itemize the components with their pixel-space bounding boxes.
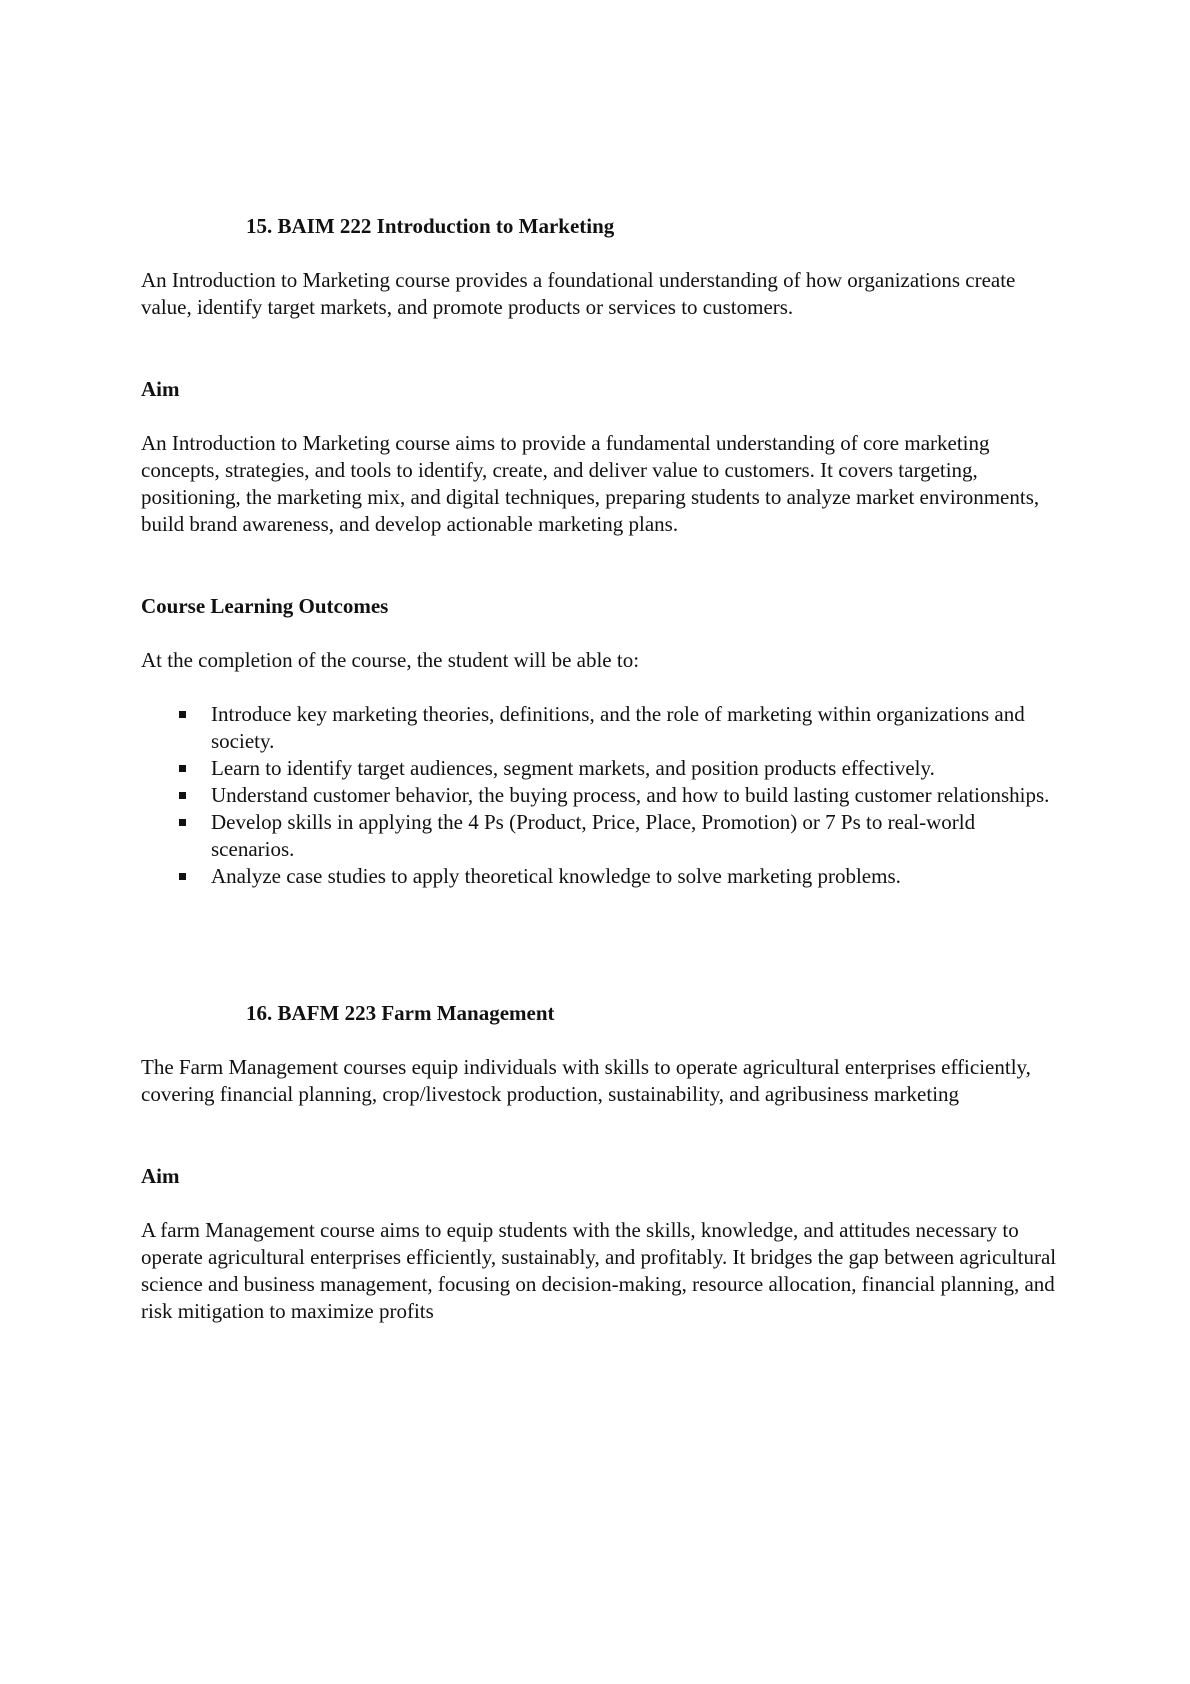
section-15-heading: 15. BAIM 222 Introduction to Marketing [246,214,615,238]
square-bullet-icon [179,792,186,799]
section-15-intro: An Introduction to Marketing course provides a foundational understanding of how organizations create value, identify target markets, and promote products or services to customers. [141,268,1016,319]
square-bullet-icon [179,873,186,880]
section-15-aim-text: An Introduction to Marketing course aims to provide a fundamental understanding of core marketing concepts, strategies, and tools to identify, create, and deliver value to customers. It covers targeting, positioning, the marketing mix, and digital techniques, preparing students to analyze market environments, build brand awareness, and develop actionable marketing plans. [141,431,1040,536]
list-item [141,755,1061,782]
list-item-text: Analyze case studies to apply theoretical knowledge to solve marketing problems. [211,864,901,888]
list-item [141,863,1061,890]
list-item [141,701,1061,755]
square-bullet-icon [179,819,186,826]
section-15-outcomes-intro: At the completion of the course, the student will be able to: [141,648,640,672]
list-item-text: Learn to identify target audiences, segment markets, and position products effectively. [211,756,935,780]
outcomes-list [141,701,1061,890]
list-item [141,809,1061,863]
section-16-intro: The Farm Management courses equip individuals with skills to operate agricultural enterprises efficiently, covering financial planning, crop/livestock production, sustainability, and agribusiness marketing [141,1055,1031,1106]
section-15-aim-label: Aim [141,377,180,401]
list-item [141,782,1061,809]
square-bullet-icon [179,711,186,718]
section-16-aim-label: Aim [141,1164,180,1188]
section-16-heading: 16. BAFM 223 Farm Management [246,1001,555,1025]
list-item-text: Develop skills in applying the 4 Ps (Product, Price, Place, Promotion) or 7 Ps to real-world scenarios. [211,810,976,861]
list-item-text: Understand customer behavior, the buying process, and how to build lasting customer relationships. [211,783,1050,807]
section-15-outcomes-label: Course Learning Outcomes [141,594,389,618]
list-item-text: Introduce key marketing theories, definitions, and the role of marketing within organizations and society. [211,702,1025,753]
square-bullet-icon [179,765,186,772]
section-16-aim-text: A farm Management course aims to equip students with the skills, knowledge, and attitudes necessary to operate agricultural enterprises efficiently, sustainably, and profitably. It bridges the gap between agricultural science and business management, focusing on decision-making, resource allocation, financial planning, and risk mitigation to maximize profits [141,1218,1057,1323]
